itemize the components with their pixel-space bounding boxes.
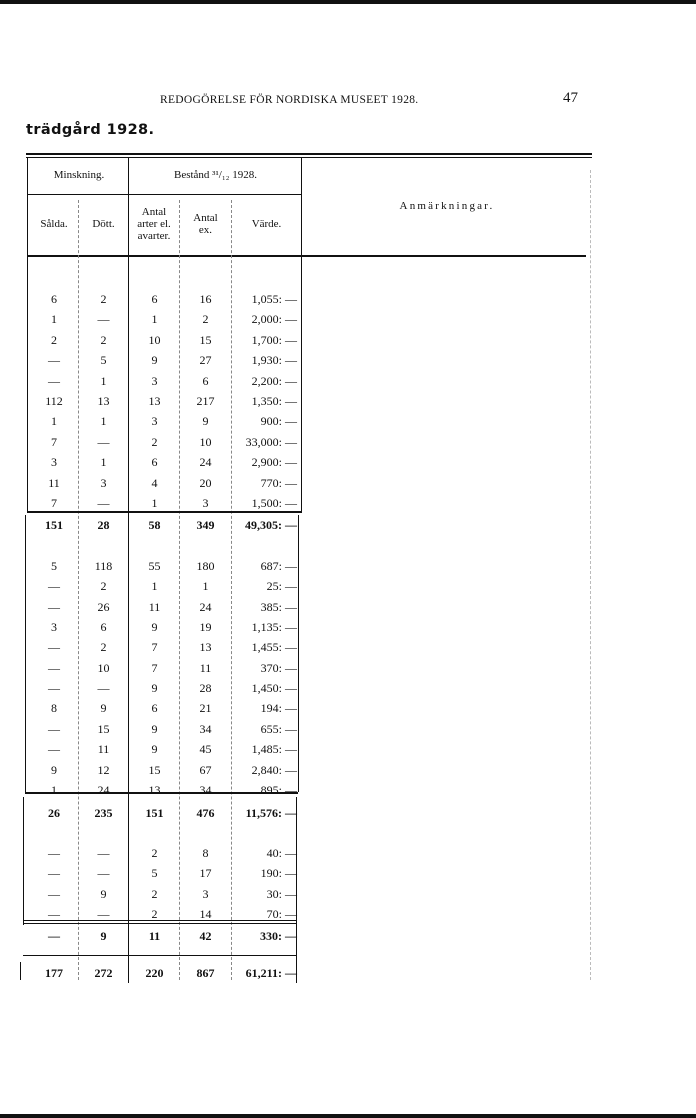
table-row-ex: 11 xyxy=(199,661,212,675)
table-row-arter: 15 xyxy=(148,763,161,777)
rule-minskning-bestand xyxy=(128,157,129,983)
table-row-arter: 3 xyxy=(151,414,158,428)
left-border-2 xyxy=(25,515,26,792)
table-row-arter: 5 xyxy=(151,866,158,880)
table-row-arter: 7 xyxy=(151,661,158,675)
table-row-varde: 1,350: — xyxy=(251,394,297,408)
table-row-dott: 11 xyxy=(97,742,110,756)
header-antal-arter-l2: arter el. xyxy=(137,218,171,230)
table-row-dott: 2 xyxy=(100,640,107,654)
table-row-dott: — xyxy=(97,681,110,695)
table-row-ex: 3 xyxy=(202,496,209,510)
table-row-dott: 1 xyxy=(100,374,107,388)
table-row-salda: 112 xyxy=(45,394,63,408)
table-row-salda: — xyxy=(48,681,60,695)
table-row-arter: 9 xyxy=(151,353,158,367)
table-top-rule xyxy=(26,153,592,155)
table-row-arter: 2 xyxy=(151,887,158,901)
table-row-ex: 45 xyxy=(199,742,212,756)
header-antal-ex-l2: ex. xyxy=(198,224,213,236)
header-varde: Värde. xyxy=(251,218,282,230)
table-row-ex: 13 xyxy=(199,640,212,654)
table-row-arter: 13 xyxy=(148,394,161,408)
table-row-salda: — xyxy=(48,866,60,880)
section-title: trädgård 1928. xyxy=(26,122,155,138)
table-row-ex: 217 xyxy=(196,394,215,408)
header-antal-ex-l1: Antal xyxy=(193,212,218,224)
grand-total-rule xyxy=(23,955,296,956)
table-row-ex: 24 xyxy=(199,455,212,469)
table-row-varde: 2,200: — xyxy=(251,374,297,388)
table-row-dott: — xyxy=(97,496,110,510)
table-row-ex: 28 xyxy=(199,681,212,695)
table-row-salda: 1 xyxy=(51,783,57,797)
table-row-varde: 2,900: — xyxy=(251,455,297,469)
running-head: REDOGÖRELSE FÖR NORDISKA MUSEET 1928. xyxy=(160,94,419,106)
subtotal-row-arter: 58 xyxy=(148,518,161,532)
header-antal-arter-l1: Antal xyxy=(141,206,167,218)
table-row-ex: 15 xyxy=(199,333,212,347)
table-row-salda: 3 xyxy=(51,620,57,634)
rule-bestand-anm-2 xyxy=(298,515,299,792)
header-dott: Dött. xyxy=(92,218,115,230)
table-row-dott: — xyxy=(97,907,110,921)
table-row-ex: 3 xyxy=(202,887,209,901)
table-row-arter: 11 xyxy=(148,600,161,614)
table-row-salda: 1 xyxy=(51,312,57,326)
table-row-varde: 70: — xyxy=(266,907,297,921)
table-row-salda: 2 xyxy=(51,333,57,347)
table-row-ex: 19 xyxy=(199,620,212,634)
table-row-ex: 20 xyxy=(199,476,212,490)
table-row-ex: 24 xyxy=(199,600,212,614)
table-row-dott: 9 xyxy=(100,701,107,715)
table-row-ex: 34 xyxy=(199,722,212,736)
page-number: 47 xyxy=(563,90,578,106)
table-row-dott: 9 xyxy=(100,887,107,901)
subtotal-row-arter: 11 xyxy=(148,929,161,943)
subtotal-row-dott: 28 xyxy=(97,518,110,532)
table-row-arter: 9 xyxy=(151,742,158,756)
top-border xyxy=(0,0,696,4)
table-row-varde: 900: — xyxy=(260,414,297,428)
table-row-salda: 6 xyxy=(51,292,57,306)
table-row-salda: — xyxy=(48,640,60,654)
table-row-varde: 687: — xyxy=(260,559,297,573)
table-row-salda: — xyxy=(48,579,60,593)
table-row-varde: 1,485: — xyxy=(251,742,297,756)
table-row-dott: 118 xyxy=(94,559,113,573)
table-row-ex: 1 xyxy=(202,579,209,593)
table-row-varde: 655: — xyxy=(260,722,297,736)
table-row-varde: 1,055: — xyxy=(251,292,297,306)
table-row-ex: 16 xyxy=(199,292,212,306)
table-row-varde: 895: — xyxy=(260,783,297,797)
table-row-arter: 9 xyxy=(151,681,158,695)
table-row-ex: 67 xyxy=(199,763,212,777)
table-row-dott: 12 xyxy=(97,763,110,777)
table-row-varde: 1,500: — xyxy=(251,496,297,510)
table-row-ex: 17 xyxy=(199,866,212,880)
table-row-arter: 1 xyxy=(151,312,158,326)
table-row-dott: 2 xyxy=(100,579,107,593)
header-minskning: Minskning. xyxy=(53,169,105,181)
table-row-varde: 385: — xyxy=(260,600,297,614)
table-row-arter: 7 xyxy=(151,640,158,654)
table-row-salda: 3 xyxy=(51,455,57,469)
table-row-varde: 2,000: — xyxy=(251,312,297,326)
grand-total-row-ex: 867 xyxy=(196,966,215,980)
grand-total-row-dott: 272 xyxy=(94,966,113,980)
table-row-salda: 5 xyxy=(51,559,57,573)
table-row-varde: 1,930: — xyxy=(251,353,297,367)
subtotal-row-varde: 330: — xyxy=(260,929,297,943)
table-row-varde: 30: — xyxy=(266,887,297,901)
table-row-salda: 8 xyxy=(51,701,57,715)
grand-total-row-salda: 177 xyxy=(45,966,63,980)
subtotal-row-ex: 476 xyxy=(196,806,215,820)
table-top-rule-thin xyxy=(26,157,592,158)
grand-total-row-arter: 220 xyxy=(145,966,164,980)
table-row-varde: 1,455: — xyxy=(251,640,297,654)
subtotal-row-ex: 349 xyxy=(196,518,215,532)
table-row-arter: 10 xyxy=(148,333,161,347)
subtotal-row-salda: 26 xyxy=(48,806,60,820)
table-row-dott: 2 xyxy=(100,333,107,347)
subtotal-row-dott: 235 xyxy=(94,806,113,820)
table-row-salda: — xyxy=(48,353,60,367)
table-row-ex: 8 xyxy=(202,846,209,860)
table-row-arter: 9 xyxy=(151,722,158,736)
table-row-salda: — xyxy=(48,907,60,921)
table-row-varde: 194: — xyxy=(260,701,297,715)
table-row-ex: 6 xyxy=(202,374,209,388)
subtotal-row-dott: 9 xyxy=(100,929,107,943)
table-row-dott: — xyxy=(97,846,110,860)
table-row-dott: — xyxy=(97,435,110,449)
subtotal-row-varde: 11,576: — xyxy=(245,806,297,820)
table-row-arter: 13 xyxy=(148,783,161,797)
header-bottom-rule xyxy=(28,255,586,257)
table-row-arter: 9 xyxy=(151,620,158,634)
table-row-ex: 180 xyxy=(196,559,215,573)
grand-total-row-varde: 61,211: — xyxy=(245,966,297,980)
bottom-border xyxy=(0,1114,696,1118)
subtotal-row-salda: 151 xyxy=(45,518,63,532)
table-row-varde: 770: — xyxy=(260,476,297,490)
table-row-salda: — xyxy=(48,374,60,388)
table-row-salda: — xyxy=(48,661,60,675)
table-row-arter: 55 xyxy=(148,559,161,573)
table-row-varde: 1,135: — xyxy=(251,620,297,634)
table-row-arter: 4 xyxy=(151,476,158,490)
table-row-varde: 25: — xyxy=(266,579,297,593)
left-border xyxy=(27,157,28,511)
table-row-arter: 3 xyxy=(151,374,158,388)
table-row-salda: 1 xyxy=(51,414,57,428)
table-row-salda: 7 xyxy=(51,435,57,449)
table-row-ex: 34 xyxy=(199,783,212,797)
table-row-dott: 26 xyxy=(97,600,110,614)
left-border-4 xyxy=(20,962,21,980)
table-row-dott: 13 xyxy=(97,394,110,408)
table-row-arter: 6 xyxy=(151,701,158,715)
table-row-ex: 10 xyxy=(199,435,212,449)
table-row-arter: 6 xyxy=(151,455,158,469)
table-row-ex: 2 xyxy=(202,312,209,326)
table-row-arter: 2 xyxy=(151,846,158,860)
table-row-dott: — xyxy=(97,866,110,880)
header-anmarkningar: Anmärkningar. xyxy=(399,200,495,212)
table-row-dott: 3 xyxy=(100,476,107,490)
table-row-salda: — xyxy=(48,722,60,736)
table-row-salda: 7 xyxy=(51,496,57,510)
table-row-salda: — xyxy=(48,742,60,756)
table-row-ex: 9 xyxy=(202,414,209,428)
header-antal-arter-l3: avarter. xyxy=(137,230,171,242)
header-group-rule xyxy=(28,194,301,195)
table-row-ex: 14 xyxy=(199,907,212,921)
table-row-arter: 1 xyxy=(151,496,158,510)
table-row-ex: 21 xyxy=(199,701,212,715)
subtotal-row-ex: 42 xyxy=(199,929,212,943)
table-row-varde: 2,840: — xyxy=(251,763,297,777)
table-row-varde: 190: — xyxy=(260,866,297,880)
table-row-dott: 6 xyxy=(100,620,107,634)
table-row-varde: 33,000: — xyxy=(245,435,297,449)
subtotal-rule-3b xyxy=(23,923,296,924)
table-row-varde: 1,700: — xyxy=(251,333,297,347)
subtotal-row-varde: 49,305: — xyxy=(245,518,297,532)
table-row-dott: — xyxy=(97,312,110,326)
table-row-dott: 15 xyxy=(97,722,110,736)
header-bestand: Bestånd ³¹/₁₂ 1928. xyxy=(173,169,257,181)
table-row-varde: 40: — xyxy=(266,846,297,860)
table-row-dott: 2 xyxy=(100,292,107,306)
table-row-arter: 2 xyxy=(151,907,158,921)
table-row-dott: 24 xyxy=(97,783,110,797)
table-row-dott: 10 xyxy=(97,661,110,675)
right-edge-dashes xyxy=(590,170,591,980)
table-row-salda: — xyxy=(48,600,60,614)
table-row-varde: 1,450: — xyxy=(251,681,297,695)
subtotal-row-arter: 151 xyxy=(145,806,164,820)
header-salda: Sålda. xyxy=(40,218,68,230)
table-row-salda: — xyxy=(48,846,60,860)
table-row-salda: 11 xyxy=(48,476,60,490)
table-row-arter: 6 xyxy=(151,292,158,306)
left-border-3 xyxy=(23,797,24,925)
table-row-arter: 2 xyxy=(151,435,158,449)
subtotal-rule-1 xyxy=(27,511,301,513)
table-row-dott: 1 xyxy=(100,455,107,469)
table-row-dott: 1 xyxy=(100,414,107,428)
subtotal-row-salda: — xyxy=(48,929,60,943)
table-row-salda: — xyxy=(48,887,60,901)
header-antal-arter xyxy=(129,206,179,242)
table-row-dott: 5 xyxy=(100,353,107,367)
table-row-salda: 9 xyxy=(51,763,57,777)
table-row-arter: 1 xyxy=(151,579,158,593)
header-antal-ex xyxy=(180,212,231,236)
table-row-varde: 370: — xyxy=(260,661,297,675)
table-row-ex: 27 xyxy=(199,353,212,367)
